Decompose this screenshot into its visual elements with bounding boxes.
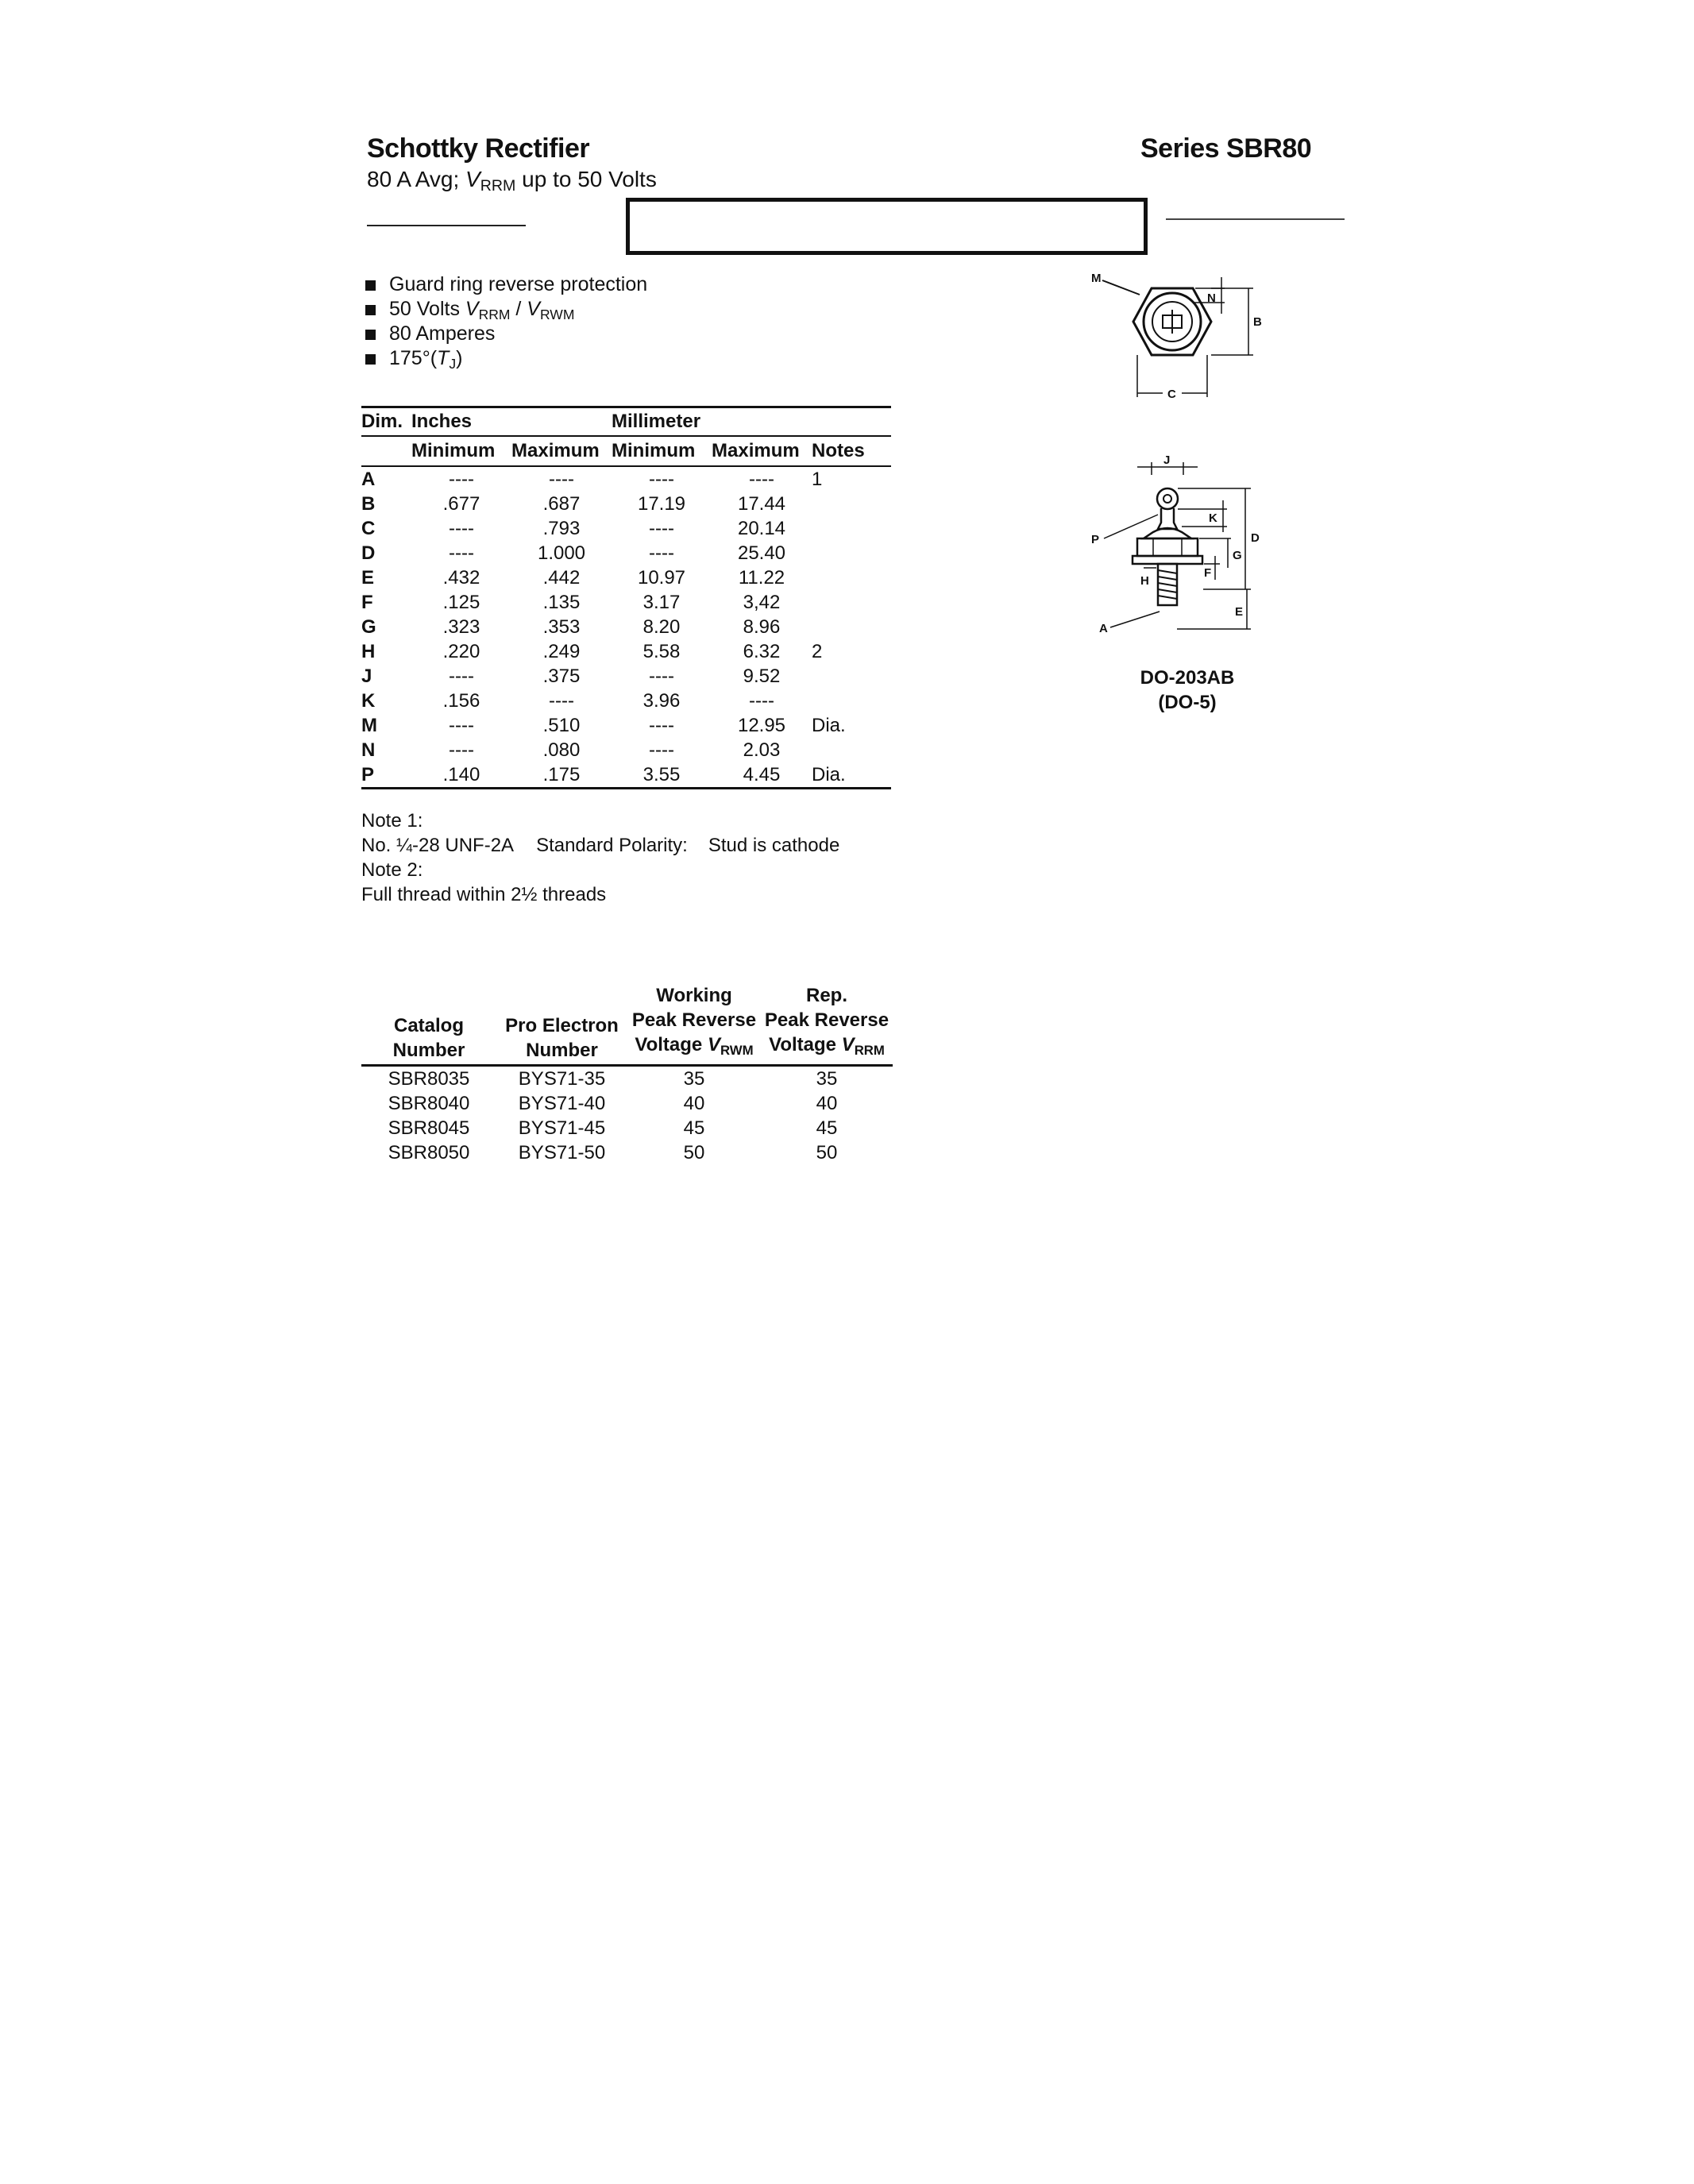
cell-vrrm: 45 bbox=[816, 1117, 838, 1139]
dimension-table-header-1 bbox=[361, 407, 891, 437]
header-dim: Dim. bbox=[361, 407, 411, 437]
label-f: F bbox=[1204, 566, 1212, 580]
cell-in-min: .220 bbox=[442, 640, 480, 662]
feature-var: V bbox=[465, 298, 479, 320]
cell-mm-max: 11.22 bbox=[738, 566, 785, 588]
leader-a bbox=[1110, 612, 1160, 627]
cell-mm-min: ---- bbox=[649, 517, 674, 539]
header-inches: Inches bbox=[411, 407, 612, 437]
feature-var: T bbox=[437, 347, 450, 369]
dimension-table-header-2 bbox=[361, 436, 891, 466]
cell-notes bbox=[812, 541, 891, 565]
bullet-icon bbox=[365, 305, 376, 315]
header-line: Number bbox=[526, 1040, 598, 1061]
cell-catalog: SBR8035 bbox=[388, 1067, 470, 1090]
cell-vrwm: 35 bbox=[683, 1067, 705, 1090]
header-var: V bbox=[841, 1034, 855, 1055]
cell-mm-max: 6.32 bbox=[743, 640, 781, 662]
subtitle-prefix: 80 A Avg; bbox=[367, 167, 466, 191]
header-line: Pro Electron bbox=[505, 1015, 619, 1036]
feature-text: 50 Volts bbox=[389, 298, 465, 320]
header-mm-max: Maximum bbox=[712, 436, 812, 466]
feature-text: ) bbox=[456, 347, 463, 369]
cell-in-min: ---- bbox=[449, 517, 474, 539]
feature-item bbox=[364, 297, 647, 322]
cell-notes bbox=[812, 689, 891, 713]
cell-mm-min: 5.58 bbox=[642, 640, 681, 662]
cell-mm-min: ---- bbox=[649, 739, 674, 761]
cell-in-max: .175 bbox=[511, 762, 612, 789]
table-row bbox=[361, 639, 891, 664]
polarity-label: Standard Polarity: bbox=[536, 835, 688, 856]
cell-mm-max: 9.52 bbox=[743, 665, 781, 687]
cell-mm-max: 12.95 bbox=[737, 714, 786, 736]
cell-dim: M bbox=[361, 714, 377, 736]
terminal-lead bbox=[1158, 508, 1177, 529]
cell-catalog: SBR8040 bbox=[388, 1092, 470, 1114]
cell-in-min: .677 bbox=[442, 492, 480, 515]
table-row bbox=[361, 1116, 893, 1140]
table-row bbox=[361, 516, 891, 541]
cell-dim: A bbox=[361, 468, 376, 490]
cell-mm-max: ---- bbox=[749, 468, 774, 490]
cell-notes: Dia. bbox=[812, 762, 891, 789]
header-line: Rep. bbox=[805, 985, 847, 1006]
table-row bbox=[361, 762, 891, 789]
header-mm-min: Minimum bbox=[612, 436, 712, 466]
cell-in-max: .510 bbox=[542, 714, 581, 736]
table-row bbox=[361, 738, 891, 762]
cell-vrwm: 40 bbox=[683, 1092, 705, 1114]
header-line: Peak Reverse bbox=[764, 1009, 889, 1031]
label-n: N bbox=[1207, 291, 1216, 305]
terminal-hole bbox=[1163, 495, 1171, 503]
cell-notes: 2 bbox=[812, 640, 823, 662]
cell-dim: K bbox=[361, 689, 376, 712]
cell-notes bbox=[812, 738, 891, 762]
cell-mm-max: ---- bbox=[749, 689, 774, 712]
header-in-max: Maximum bbox=[511, 436, 612, 466]
cell-notes bbox=[812, 664, 891, 689]
feature-item bbox=[364, 272, 647, 297]
table-row bbox=[361, 689, 891, 713]
cell-in-max: .249 bbox=[542, 640, 581, 662]
cell-in-min: .125 bbox=[442, 591, 480, 613]
series-name: Series SBR80 bbox=[1140, 133, 1312, 164]
cell-dim: J bbox=[361, 665, 372, 687]
cell-in-max: 1.000 bbox=[537, 542, 586, 564]
label-c: C bbox=[1167, 388, 1176, 401]
table-notes bbox=[361, 808, 839, 907]
cell-in-min: ---- bbox=[449, 542, 474, 564]
cell-in-max: .353 bbox=[542, 615, 581, 638]
cell-mm-min: ---- bbox=[649, 542, 674, 564]
cell-in-max: .442 bbox=[542, 566, 581, 588]
cell-notes bbox=[812, 492, 891, 516]
table-row bbox=[361, 1091, 893, 1116]
header-sub: RWM bbox=[720, 1043, 754, 1058]
label-p: P bbox=[1091, 533, 1100, 546]
cell-mm-max: 8.96 bbox=[743, 615, 781, 638]
leader-m bbox=[1102, 280, 1140, 295]
cell-mm-min: 17.19 bbox=[637, 492, 686, 515]
cell-mm-max: 3,42 bbox=[743, 591, 781, 613]
header-working-voltage bbox=[627, 983, 761, 1066]
cell-mm-min: ---- bbox=[649, 714, 674, 736]
cell-catalog: SBR8045 bbox=[388, 1117, 470, 1139]
package-label bbox=[1108, 666, 1267, 715]
cell-pro: BYS71-45 bbox=[518, 1117, 606, 1139]
cell-in-max: .793 bbox=[542, 517, 581, 539]
product-subtitle bbox=[367, 167, 657, 195]
subtitle-sub: RRM bbox=[480, 177, 516, 195]
label-a: A bbox=[1099, 622, 1108, 635]
bullet-icon bbox=[365, 330, 376, 340]
table-row bbox=[361, 565, 891, 590]
feature-item bbox=[364, 322, 647, 346]
package-alt-name: (DO-5) bbox=[1158, 692, 1217, 713]
header-line: Catalog bbox=[393, 1015, 464, 1036]
cell-in-max: .375 bbox=[542, 665, 581, 687]
header-sub: RRM bbox=[854, 1043, 885, 1058]
note1-line bbox=[361, 833, 839, 858]
cell-in-min: .156 bbox=[442, 689, 480, 712]
package-name: DO-203AB bbox=[1140, 667, 1235, 689]
table-row bbox=[361, 590, 891, 615]
header-blank-box bbox=[626, 198, 1148, 255]
label-h: H bbox=[1140, 574, 1149, 588]
cell-in-min: .140 bbox=[411, 762, 511, 789]
feature-sep: / bbox=[510, 298, 527, 320]
cell-dim: D bbox=[361, 542, 376, 564]
feature-sub: RWM bbox=[539, 307, 575, 322]
header-notes: Notes bbox=[812, 436, 891, 466]
cell-mm-max: 2.03 bbox=[743, 739, 781, 761]
cell-catalog: SBR8050 bbox=[388, 1141, 470, 1163]
cell-mm-max: 17.44 bbox=[737, 492, 786, 515]
cell-in-min: ---- bbox=[449, 468, 474, 490]
cell-notes: 1 bbox=[812, 468, 823, 490]
table-row bbox=[361, 541, 891, 565]
header-var: V bbox=[707, 1034, 720, 1055]
header-millimeter: Millimeter bbox=[612, 407, 891, 437]
cell-in-max: ---- bbox=[549, 468, 574, 490]
table-row bbox=[361, 1066, 893, 1092]
catalog-header-row bbox=[361, 983, 893, 1066]
cell-mm-min: ---- bbox=[649, 468, 674, 490]
label-k: K bbox=[1209, 511, 1217, 525]
cell-vrrm: 50 bbox=[816, 1141, 838, 1163]
cell-dim: C bbox=[361, 517, 376, 539]
cell-mm-min: 3.55 bbox=[612, 762, 712, 789]
label-d: D bbox=[1251, 531, 1260, 545]
cell-in-min: .432 bbox=[442, 566, 480, 588]
note1-label: Note 1: bbox=[361, 810, 423, 832]
label-g: G bbox=[1233, 549, 1242, 562]
header-in-min: Minimum bbox=[411, 436, 511, 466]
cell-notes bbox=[812, 590, 891, 615]
cell-dim: P bbox=[361, 762, 411, 789]
header-empty bbox=[361, 436, 411, 466]
label-j: J bbox=[1163, 453, 1171, 467]
cell-in-min: ---- bbox=[449, 739, 474, 761]
cell-pro: BYS71-40 bbox=[518, 1092, 606, 1114]
dimension-table bbox=[361, 406, 891, 789]
header-line: Peak Reverse bbox=[631, 1009, 757, 1031]
product-title: Schottky Rectifier bbox=[367, 133, 590, 164]
catalog-table bbox=[361, 983, 893, 1165]
header-line bbox=[761, 1032, 893, 1063]
header-text: Voltage bbox=[769, 1034, 842, 1055]
feature-list bbox=[364, 272, 647, 371]
stud-threads bbox=[1158, 570, 1177, 599]
feature-var: V bbox=[527, 298, 540, 320]
cell-mm-min: ---- bbox=[649, 665, 674, 687]
table-row bbox=[361, 1140, 893, 1165]
feature-text: 175°( bbox=[389, 347, 438, 369]
table-row bbox=[361, 466, 891, 492]
cell-dim: F bbox=[361, 591, 373, 613]
note2-label: Note 2: bbox=[361, 859, 423, 881]
note1-text: No. ¼-28 UNF-2A bbox=[361, 835, 515, 856]
header-line: Number bbox=[392, 1040, 465, 1061]
terminal-eye bbox=[1157, 488, 1178, 509]
header-rep-voltage bbox=[761, 983, 893, 1066]
table-row bbox=[361, 492, 891, 516]
header-pro-electron bbox=[496, 983, 627, 1066]
hex-body bbox=[1137, 538, 1198, 556]
cell-dim: E bbox=[361, 566, 375, 588]
feature-text: Guard ring reverse protection bbox=[389, 273, 648, 295]
table-row bbox=[361, 713, 891, 738]
cell-pro: BYS71-35 bbox=[518, 1067, 606, 1090]
header-rule bbox=[367, 225, 526, 226]
cell-dim: G bbox=[361, 615, 376, 638]
table-row bbox=[361, 615, 891, 639]
cell-in-min: ---- bbox=[449, 714, 474, 736]
subtitle-suffix: up to 50 Volts bbox=[515, 167, 657, 191]
polarity-text: Stud is cathode bbox=[708, 835, 840, 856]
cell-mm-max: 4.45 bbox=[712, 762, 812, 789]
header-right-rule bbox=[1166, 218, 1345, 220]
cell-in-min: ---- bbox=[449, 665, 474, 687]
cell-dim: H bbox=[361, 640, 376, 662]
note2-text: Full thread within 2½ threads bbox=[361, 884, 607, 905]
feature-text: 80 Amperes bbox=[389, 322, 496, 345]
label-m: M bbox=[1091, 272, 1102, 285]
cell-mm-max: 20.14 bbox=[737, 517, 786, 539]
label-b: B bbox=[1253, 315, 1262, 329]
label-e: E bbox=[1235, 605, 1244, 619]
cell-notes bbox=[812, 516, 891, 541]
header-catalog-number bbox=[361, 983, 496, 1066]
cell-vrwm: 50 bbox=[683, 1141, 705, 1163]
cell-pro: BYS71-50 bbox=[518, 1141, 606, 1163]
flange bbox=[1133, 556, 1202, 564]
cell-mm-min: 8.20 bbox=[642, 615, 681, 638]
package-top-view-diagram bbox=[1080, 266, 1310, 409]
subtitle-v: V bbox=[465, 167, 480, 191]
cell-dim: N bbox=[361, 739, 376, 761]
cell-mm-min: 3.17 bbox=[642, 591, 681, 613]
cell-mm-min: 3.96 bbox=[642, 689, 681, 712]
cell-in-max: .135 bbox=[542, 591, 581, 613]
cell-in-min: .323 bbox=[442, 615, 480, 638]
cell-in-max: .687 bbox=[542, 492, 581, 515]
cell-notes bbox=[812, 615, 891, 639]
cell-vrwm: 45 bbox=[683, 1117, 705, 1139]
cell-notes: Dia. bbox=[812, 714, 846, 736]
cell-notes bbox=[812, 565, 891, 590]
header-line: Working bbox=[656, 985, 732, 1006]
feature-sub: J bbox=[449, 356, 457, 372]
cell-in-max: ---- bbox=[549, 689, 574, 712]
cell-in-max: .080 bbox=[542, 739, 581, 761]
table-row bbox=[361, 664, 891, 689]
package-side-view-diagram bbox=[1088, 453, 1326, 643]
bullet-icon bbox=[365, 280, 376, 291]
bullet-icon bbox=[365, 354, 376, 365]
cell-mm-min: 10.97 bbox=[637, 566, 686, 588]
cell-vrrm: 35 bbox=[816, 1067, 838, 1090]
cell-mm-max: 25.40 bbox=[737, 542, 786, 564]
cell-vrrm: 40 bbox=[816, 1092, 838, 1114]
feature-sub: RRM bbox=[478, 307, 511, 322]
cell-dim: B bbox=[361, 492, 376, 515]
header-text: Voltage bbox=[635, 1034, 708, 1055]
header-line bbox=[627, 1032, 761, 1063]
feature-item bbox=[364, 346, 647, 371]
